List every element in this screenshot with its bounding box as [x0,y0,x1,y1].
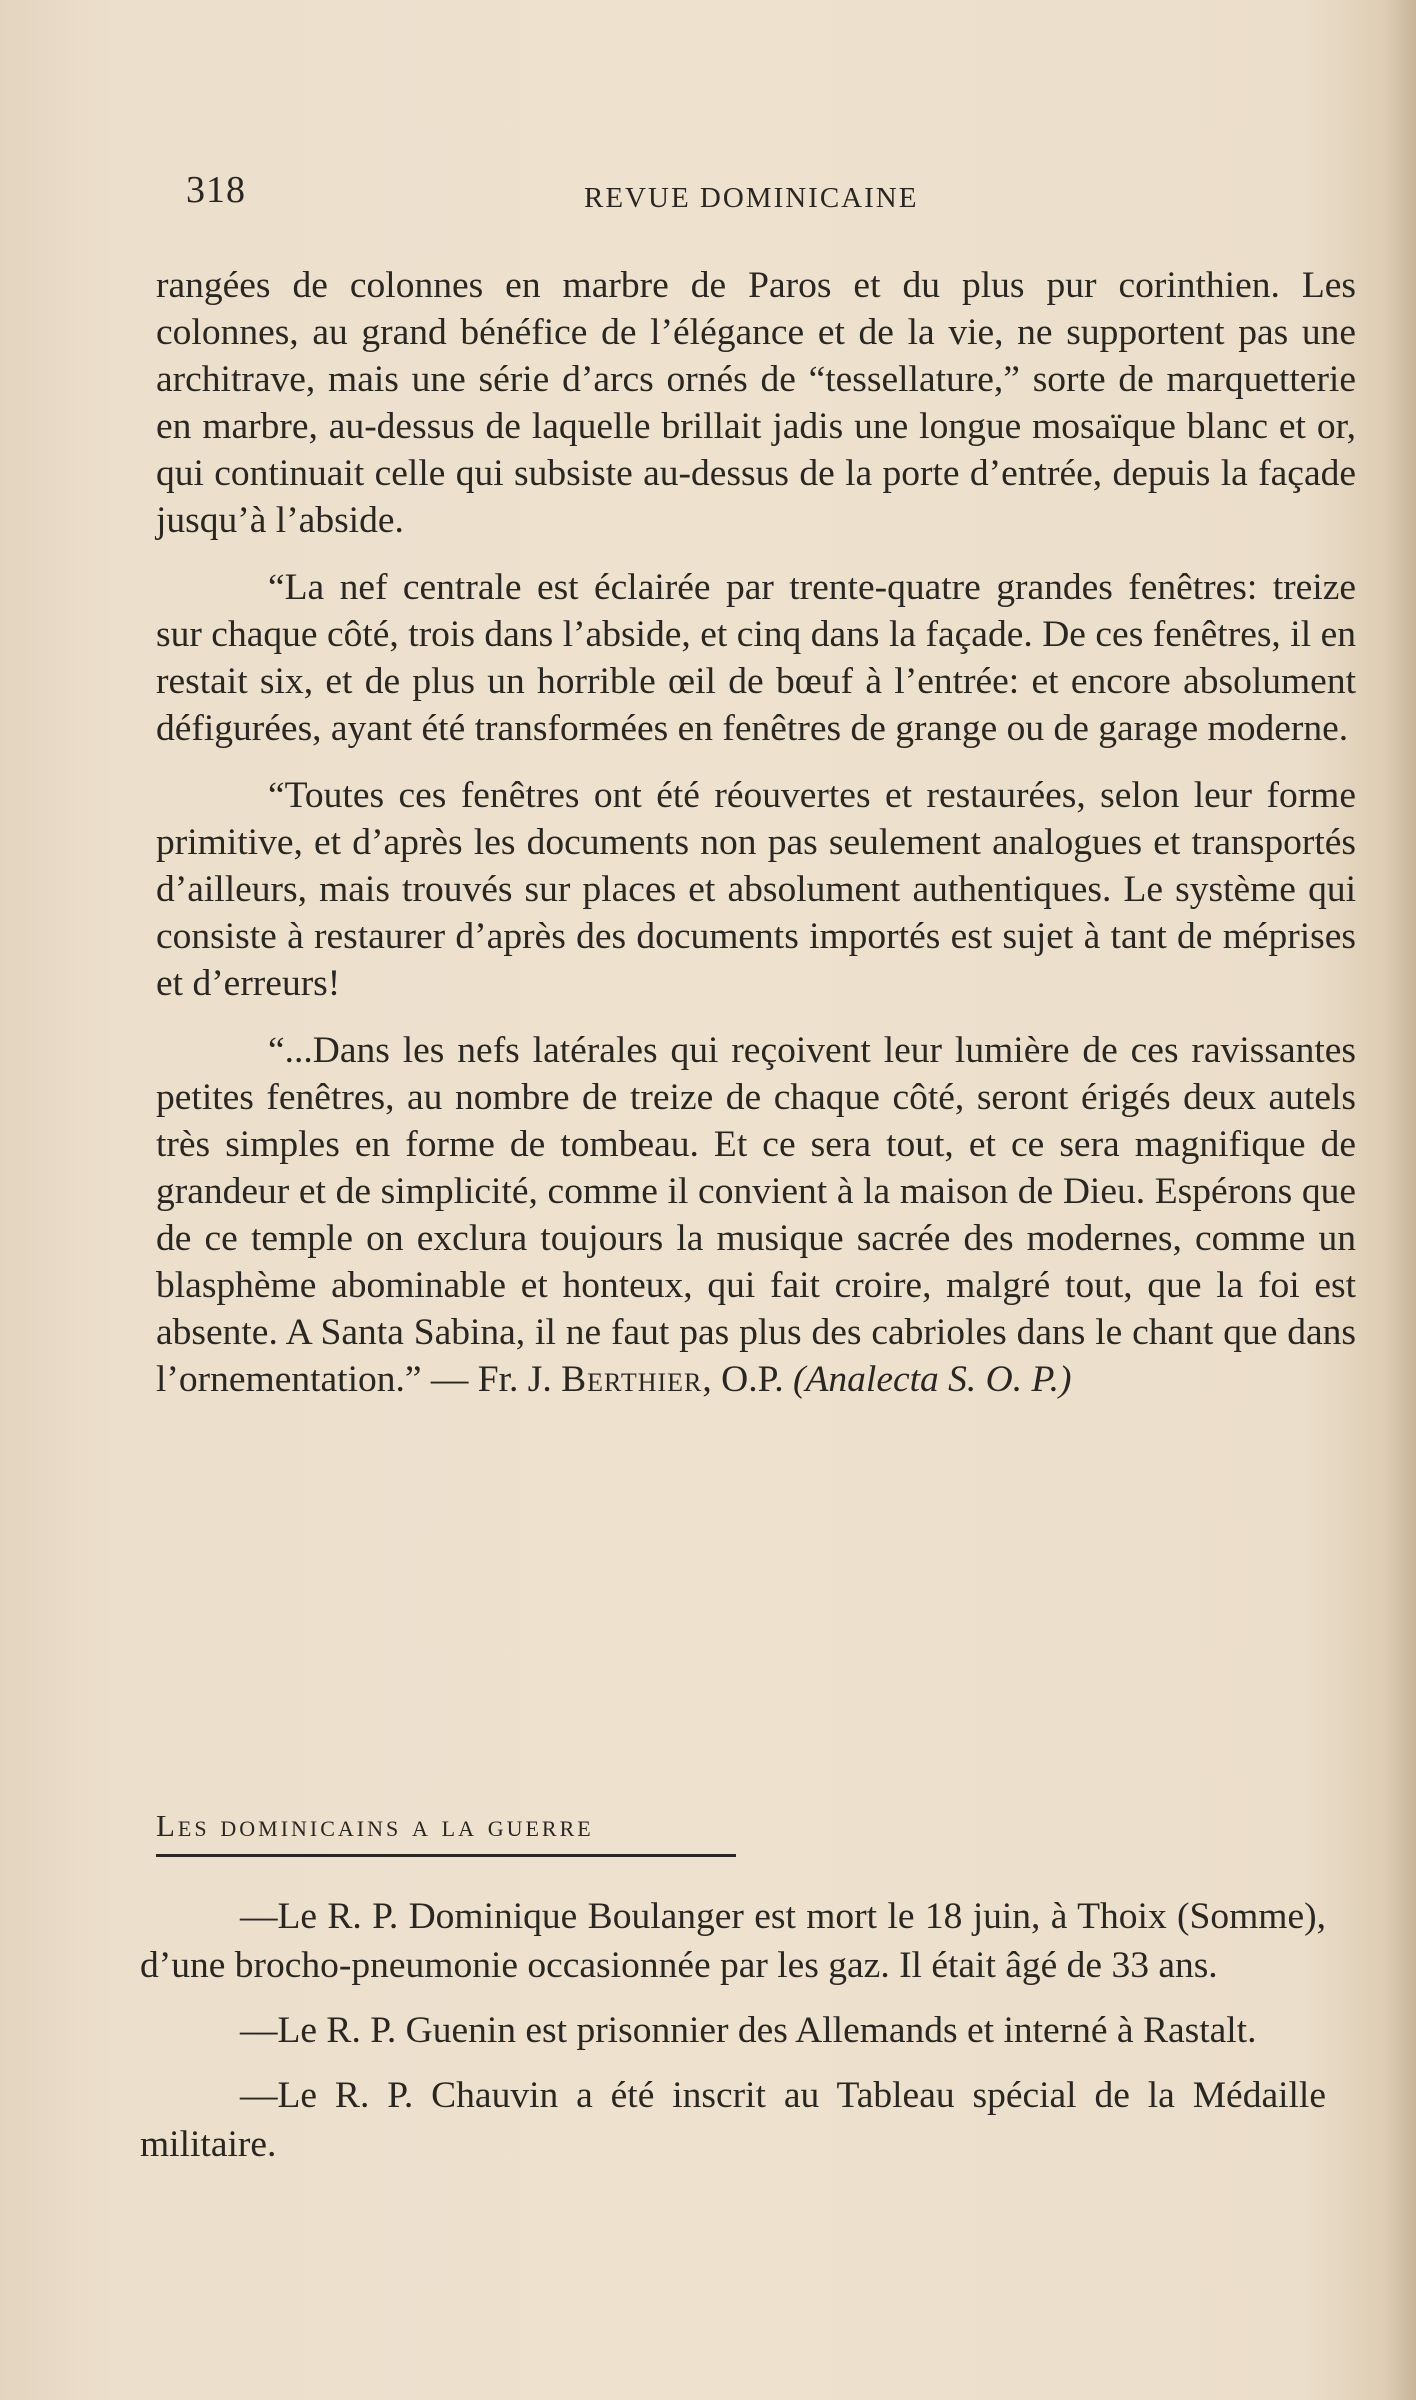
news-item-3: —Le R. P. Chauvin a été inscrit au Tableau spécial de la Médaille militaire. [140,2075,1326,2165]
section-heading: Les dominicains a la guerre [156,1808,736,1857]
page-edge-shadow [1386,0,1416,2400]
paragraph-3: “Toutes ces fenêtres ont été réouvertes et restaurées, selon leur forme primitive, et d’après les documents non pas seulement analogues et transportés d’ailleurs, mais trouvés sur places et absolument authentiques. Le système qui consiste à restaurer d’après des documents importés est sujet à tant de méprises et d’erreurs! [156,775,1356,1004]
paragraph-4-text: “...Dans les nefs latérales qui reçoivent leur lumière de ces ravissantes petites fenêtres, au nombre de treize de chaque côté, seront érigés deux autels très simples en forme de tombeau. Et ce sera tout, et ce sera magnifique de grandeur et de simplicité, comme il convient à la maison de Dieu. Espérons que de ce temple on exclura toujours la musique sacrée des modernes, comme un blasphème abominable et honteux, qui fait croire, malgré tout, que la foi est absente. A Santa Sabina, il ne faut pas plus des cabrioles dans le chant que dans l’ornementation.” — Fr. J. [156,1030,1356,1400]
author-suffix: , O.P. [702,1359,784,1400]
page-number: 318 [186,169,246,211]
paragraph-2: “La nef centrale est éclairée par trente-quatre grandes fenêtres: treize sur chaque côté, trois dans l’abside, et cinq dans la façade. De ces fenêtres, il en restait six, et de plus un horrible œil de bœuf à l’entrée: et encore absolument défigurées, ayant été transformées en fenêtres de grange ou de garage moderne. [156,567,1356,749]
news-items [140,1892,1326,2185]
citation: (Analecta S. O. P.) [793,1359,1072,1400]
news-item-2: —Le R. P. Guenin est prisonnier des Allemands et interné à Rastalt. [240,2010,1257,2051]
page-header [186,168,1366,218]
paragraph-1: rangées de colonnes en marbre de Paros et du plus pur corinthien. Les colonnes, au grand bénéfice de l’élégance et de la vie, ne supportent pas une architrave, mais une série d’arcs ornés de “tessellature,” sorte de marquetterie en marbre, au-dessus de laquelle brillait jadis une longue mosaïque blanc et or, qui continuait celle qui subsiste au-dessus de la porte d’entrée, depuis la façade jusqu’à l’abside. [156,265,1356,541]
running-title: REVUE DOMINICAINE [584,182,919,214]
author-name: Berthier [561,1359,703,1400]
news-item-1: —Le R. P. Dominique Boulanger est mort le 18 juin, à Thoix (Somme), d’une brocho-pneumonie occasionnée par les gaz. Il était âgé de 33 ans. [140,1896,1326,1986]
article-body [156,262,1356,1423]
paragraph-4 [156,1027,1356,1403]
